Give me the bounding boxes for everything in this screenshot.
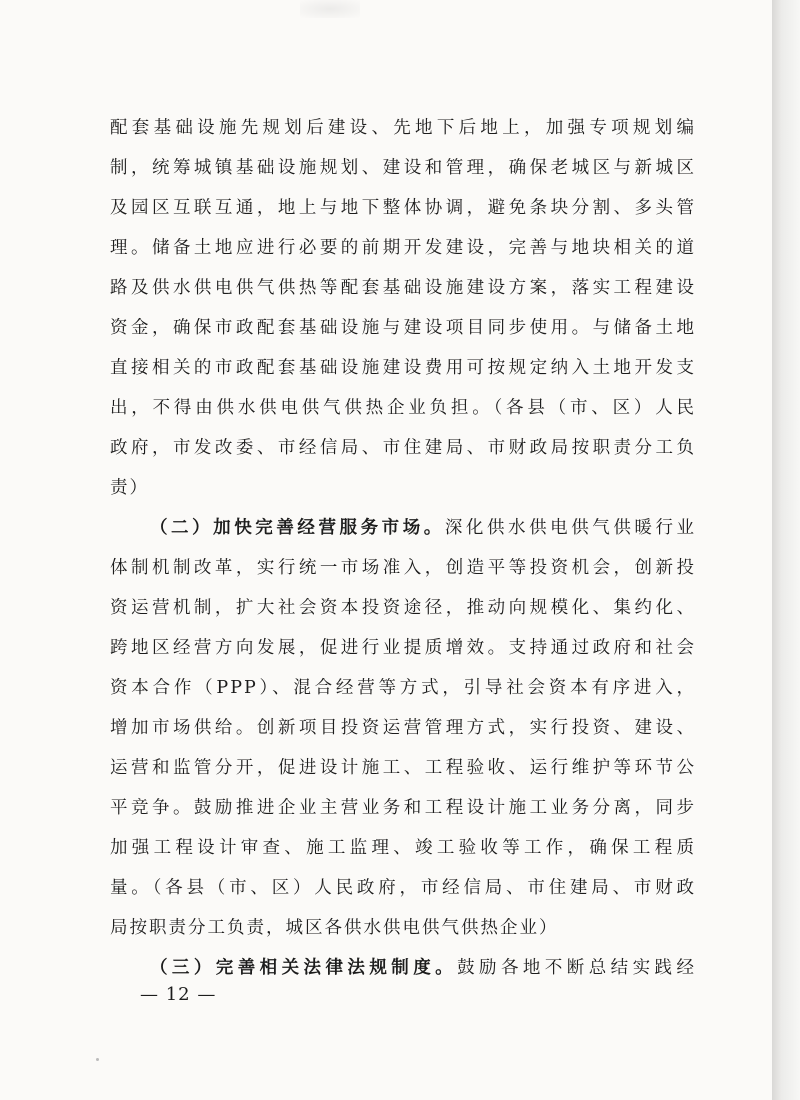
text-line: 责） xyxy=(110,478,149,498)
paragraph-continuation xyxy=(110,108,696,508)
text-line: 平竞争。鼓励推进企业主营业务和工程设计施工业务分离，同步 xyxy=(110,798,696,818)
text-line: 资金，确保市政配套基础设施与建设项目同步使用。与储备土地 xyxy=(110,318,696,338)
scan-speck xyxy=(96,1058,99,1061)
section-2-first-line-text: 深化供水供电供气供暖行业 xyxy=(444,518,697,538)
text-line: 路及供水供电供气供热等配套基础设施建设方案，落实工程建设 xyxy=(110,278,696,298)
text-line: 出，不得由供水供电供气供热企业负担。（各县（市、区）人民 xyxy=(110,398,696,418)
text-line: 增加市场供给。创新项目投资运营管理方式，实行投资、建设、 xyxy=(110,718,696,738)
section-3-heading: （三）完善相关法律法规制度。 xyxy=(150,958,458,978)
section-2 xyxy=(110,508,696,948)
text-line: 直接相关的市政配套基础设施建设费用可按规定纳入土地开发支 xyxy=(110,358,696,378)
section-3-first-line-text: 鼓励各地不断总结实践经 xyxy=(457,958,696,978)
text-line: 资运营机制，扩大社会资本投资途径，推动向规模化、集约化、 xyxy=(110,598,696,618)
text-line: 政府，市发改委、市经信局、市住建局、市财政局按职责分工负 xyxy=(110,438,696,458)
text-line: 局按职责分工负责，城区各供水供电供气供热企业） xyxy=(110,918,559,938)
text-line: 跨地区经营方向发展，促进行业提质增效。支持通过政府和社会 xyxy=(110,638,696,658)
page-number: — 12 — xyxy=(140,984,217,1005)
section-2-heading: （二）加快完善经营服务市场。 xyxy=(150,518,445,538)
text-line: 制，统筹城镇基础设施规划、建设和管理，确保老城区与新城区 xyxy=(110,158,696,178)
text-line: 加强工程设计审查、施工监理、竣工验收等工作，确保工程质 xyxy=(110,838,696,858)
section-2-first-line xyxy=(110,508,696,548)
text-line: 理。储备土地应进行必要的前期开发建设，完善与地块相关的道 xyxy=(110,238,696,258)
text-line: 资本合作（PPP）、混合经营等方式，引导社会资本有序进入， xyxy=(110,678,696,698)
text-line: 及园区互联互通，地上与地下整体协调，避免条块分割、多头管 xyxy=(110,198,696,218)
text-line: 体制机制改革，实行统一市场准入，创造平等投资机会，创新投 xyxy=(110,558,696,578)
section-3 xyxy=(110,948,696,988)
scan-page-edge xyxy=(772,0,800,1100)
document-body xyxy=(110,108,696,988)
text-line: 量。（各县（市、区）人民政府，市经信局、市住建局、市财政 xyxy=(110,878,696,898)
section-3-first-line xyxy=(110,948,696,988)
scan-smudge xyxy=(300,0,360,18)
text-line: 配套基础设施先规划后建设、先地下后地上，加强专项规划编 xyxy=(110,118,696,138)
text-line: 运营和监管分开，促进设计施工、工程验收、运行维护等环节公 xyxy=(110,758,696,778)
